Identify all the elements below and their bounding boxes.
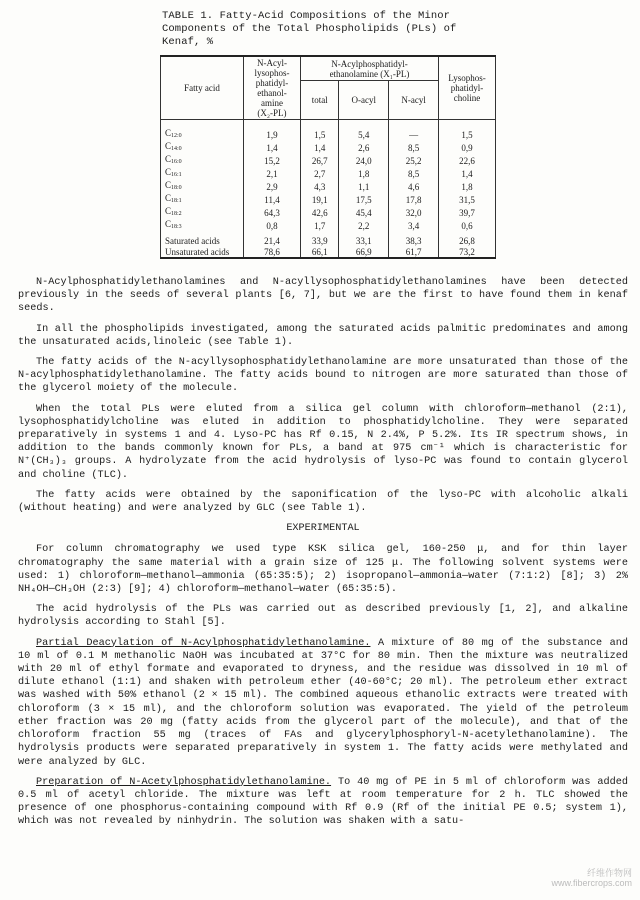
table-cell: 3,4 [389,219,439,232]
fatty-acid-name [161,154,244,167]
acid-subscript: 18:3 [171,224,182,230]
watermark-line: www.fibercrops.com [551,878,632,888]
table-cell: 5,4 [339,120,389,142]
fatty-acid-name [161,206,244,219]
table-cell: 1,5 [301,120,339,142]
table-cell: 26,8 [439,232,496,247]
table-cell: 1,5 [439,120,496,142]
table-cell: 2,1 [244,167,301,180]
paragraph [18,776,628,829]
fatty-acid-name [161,141,244,154]
table-cell: 25,2 [389,154,439,167]
table-cell: — [389,120,439,142]
acid-label: C [165,128,172,138]
table-cell: 1,9 [244,120,301,142]
header-line: Lysophos- [448,73,486,83]
acid-label: C [165,206,172,216]
table-cell: 39,7 [439,206,496,219]
paragraph: The acid hydrolysis of the PLs was carried out as described previously [1, 2], and alkaline hydrolysis according to Stahl [5]. [18,604,628,629]
fatty-acid-table [160,55,496,259]
acid-label: C [165,167,172,177]
fatty-acid-name [161,193,244,206]
subsection-title: Partial Deacylation of N-Acylphosphatidylethanolamine. [36,637,371,649]
table-cell: 38,3 [389,232,439,247]
acid-label: Saturated acids [165,236,220,247]
acid-subscript: 16:1 [171,172,182,178]
header-line: ethanol- [257,88,287,98]
table-cell: 31,5 [439,193,496,206]
table-cell: 1,4 [244,141,301,154]
table-caption-line: Components of the Total Phospholipids (PLs) of [162,23,457,35]
header-line: ethanolamine (X₁-PL) [329,68,410,79]
acid-subscript: 18:2 [171,211,182,217]
table-cell: 45,4 [339,206,389,219]
table-cell: 1,4 [301,141,339,154]
header-line: lysophos- [254,68,290,78]
site-watermark [551,868,632,888]
table-row [161,219,496,232]
paragraph: N-Acylphosphatidylethanolamines and N-acyllysophosphatidylethanolamines have been detected previously in the seeds of several plants [6, 7], but we are the first to have found them in kenaf seeds. [18,277,628,315]
acid-label: C [165,180,172,190]
table-row [161,141,496,154]
table-cell: 2,7 [301,167,339,180]
paragraph: When the total PLs were eluted from a silica gel column with chloroform—methanol (2:1), lysophosphatidylcholine was eluted in addition to phosphatidylcholine. They were separated preparatively in systems 1 and 4. Lyso-PC has Rf 0.15, N 2.4%, P 5.2%. Its IR spectrum shows, in addition to the bands commonly known for PLs, a band at 975 cm⁻¹ which is characteristic for N⁺(CH₃)₃ groups. A hydrolyzate from the acid hydrolysis of lyso-PC was found to contain glycerol and choline (TLC). [18,403,628,481]
table-cell: 17,5 [339,193,389,206]
paragraph: The fatty acids were obtained by the saponification of the lyso-PC with alcoholic alkali (without heating) and were analyzed by GLC (see Table 1). [18,489,628,515]
fatty-acid-name [161,167,244,180]
table-row [161,193,496,206]
table-cell: 11,4 [244,193,301,206]
table-cell: 1,8 [439,180,496,193]
table-cell: 21,4 [244,232,301,247]
table-cell: 0,9 [439,141,496,154]
table-row [161,180,496,193]
paragraph-body: A mixture of 80 mg of the substance and 10 ml of 0.1 M methanolic NaOH was incubated at 37°C for 80 min. Then the mixture was neutralized with 20 ml of ethyl formate and evaporated to dryness, and the residue was dissolved in 10 ml of dilute ethanol (1:1) and shaken with petroleum ether (40-60°C; 20 ml). The petroleum ether extract was washed with 50% ethanol (2 × 15 ml). The combined aqueous ethanolic extracts were treated with chloroform (3 × 15 ml), and the chloroform solution was evaporated. The yield of the petroleum ether fraction was 20 mg (fatty acids from the glycerol part of the molecule), and that of the chloroform fraction 55 mg (traces of FAs and glycerylphosphoryl-N-acetylethanolamine). The hydrolysis products were separated preparatively in system 1. The fatty acids were methylated and were analyzed by GLC. [18,637,628,768]
acid-label: C [165,154,172,164]
fatty-acid-name [161,219,244,232]
acid-label: C [165,193,172,203]
table-cell: 42,6 [301,206,339,219]
table-cell: 22,6 [439,154,496,167]
table-cell: 64,3 [244,206,301,219]
table-cell: 0,6 [439,219,496,232]
header-line: choline [453,93,481,103]
acid-subscript: 16:0 [171,159,182,165]
table-cell: 1,1 [339,180,389,193]
header-o-acyl: O-acyl [339,81,389,120]
table-caption-line: Kenaf, % [162,36,214,48]
table-row [161,232,496,247]
paragraph-body: To 40 mg of PE in 5 ml of chloroform was added 0.5 ml of acetyl chloride. The mixture was left at room temperature for 2 h. TLC showed the presence of one phosphorus-containing compound with Rf 0.9 (Rf of the initial PE 0.5; system 1), which was not revealed by ninhydrin. The solution was shaken with a satu- [18,776,628,828]
table-cell: 0,8 [244,219,301,232]
header-line: N-Acylphosphatidyl- [331,58,408,69]
header-total: total [301,81,339,120]
paragraph: The fatty acids of the N-acyllysophosphatidylethanolamine are more unsaturated than those of the N-acylphosphatidylethanolamine. The fatty acids bound to nitrogen are more saturated than those of the glycerol moiety of the molecule. [18,357,628,395]
table-row [161,167,496,180]
table-cell: 4,6 [389,180,439,193]
paragraph: In all the phospholipids investigated, among the saturated acids palmitic predominates and among the unsaturated acids,linoleic (see Table 1). [18,323,628,348]
header-line: phatidyl- [450,83,484,93]
acid-label: C [165,141,172,151]
table-row [161,120,496,142]
table-cell: 8,5 [389,167,439,180]
paragraph: For column chromatography we used type KSK silica gel, 160-250 μ, and for thin layer chromatography the same material with a grain size of 125 μ. The following solvent systems were used: 1) chloroform—methanol—ammonia (65:35:5); 2) isopropanol—ammonia—water (7:1:2) [8]; 3) 2% NH₄OH—CH₃OH (2:3) [9]; 4) chloroform—methanol—water (65:35:5). [18,544,628,596]
table-cell: 61,7 [389,247,439,259]
table-cell: 66,1 [301,247,339,259]
table-cell: 4,3 [301,180,339,193]
table-caption-line: TABLE 1. Fatty-Acid Compositions of the Minor [162,10,451,22]
fatty-acid-name [161,120,244,142]
table-cell: 66,9 [339,247,389,259]
table-cell: 78,6 [244,247,301,259]
paragraph [18,637,628,769]
body-text [18,276,628,836]
table-cell: 1,8 [339,167,389,180]
header-lyso-pe [244,56,301,120]
acid-label: Unsaturated acids [165,246,230,257]
acid-subscript: 18:1 [171,198,182,204]
header-nape-group [301,56,439,81]
acid-label: C [165,219,172,229]
table-cell: 2,9 [244,180,301,193]
acid-subscript: 18:0 [171,185,182,191]
table-row [161,206,496,219]
table-cell: 1,7 [301,219,339,232]
section-heading-experimental: EXPERIMENTAL [286,523,360,535]
fatty-acid-name [161,232,244,247]
header-line: phatidyl- [255,78,289,88]
header-n-acyl: N-acyl [389,81,439,120]
table-cell: 19,1 [301,193,339,206]
header-line: (X₂-PL) [257,108,287,118]
table-cell: 24,0 [339,154,389,167]
watermark-line: 纤维作物网 [586,868,632,878]
table-row [161,154,496,167]
table-cell: 33,9 [301,232,339,247]
header-line: N-Acyl- [257,58,287,68]
table-row [161,247,496,259]
table-cell: 2,2 [339,219,389,232]
header-lyso-pc [439,56,496,120]
table-cell: 32,0 [389,206,439,219]
table-cell: 26,7 [301,154,339,167]
fatty-acid-name [161,180,244,193]
table-cell: 33,1 [339,232,389,247]
table-cell: 8,5 [389,141,439,154]
table-cell: 1,4 [439,167,496,180]
header-fatty-acid: Fatty acid [161,56,244,120]
acid-subscript: 12:0 [171,133,182,139]
subsection-title: Preparation of N-Acetylphosphatidylethanolamine. [36,776,332,788]
table-cell: 17,8 [389,193,439,206]
table-cell: 73,2 [439,247,496,259]
table-caption [162,10,502,49]
acid-subscript: 14:0 [171,146,182,152]
table-cell: 2,6 [339,141,389,154]
fatty-acid-name [161,247,244,259]
table-cell: 15,2 [244,154,301,167]
header-line: amine [261,98,283,108]
